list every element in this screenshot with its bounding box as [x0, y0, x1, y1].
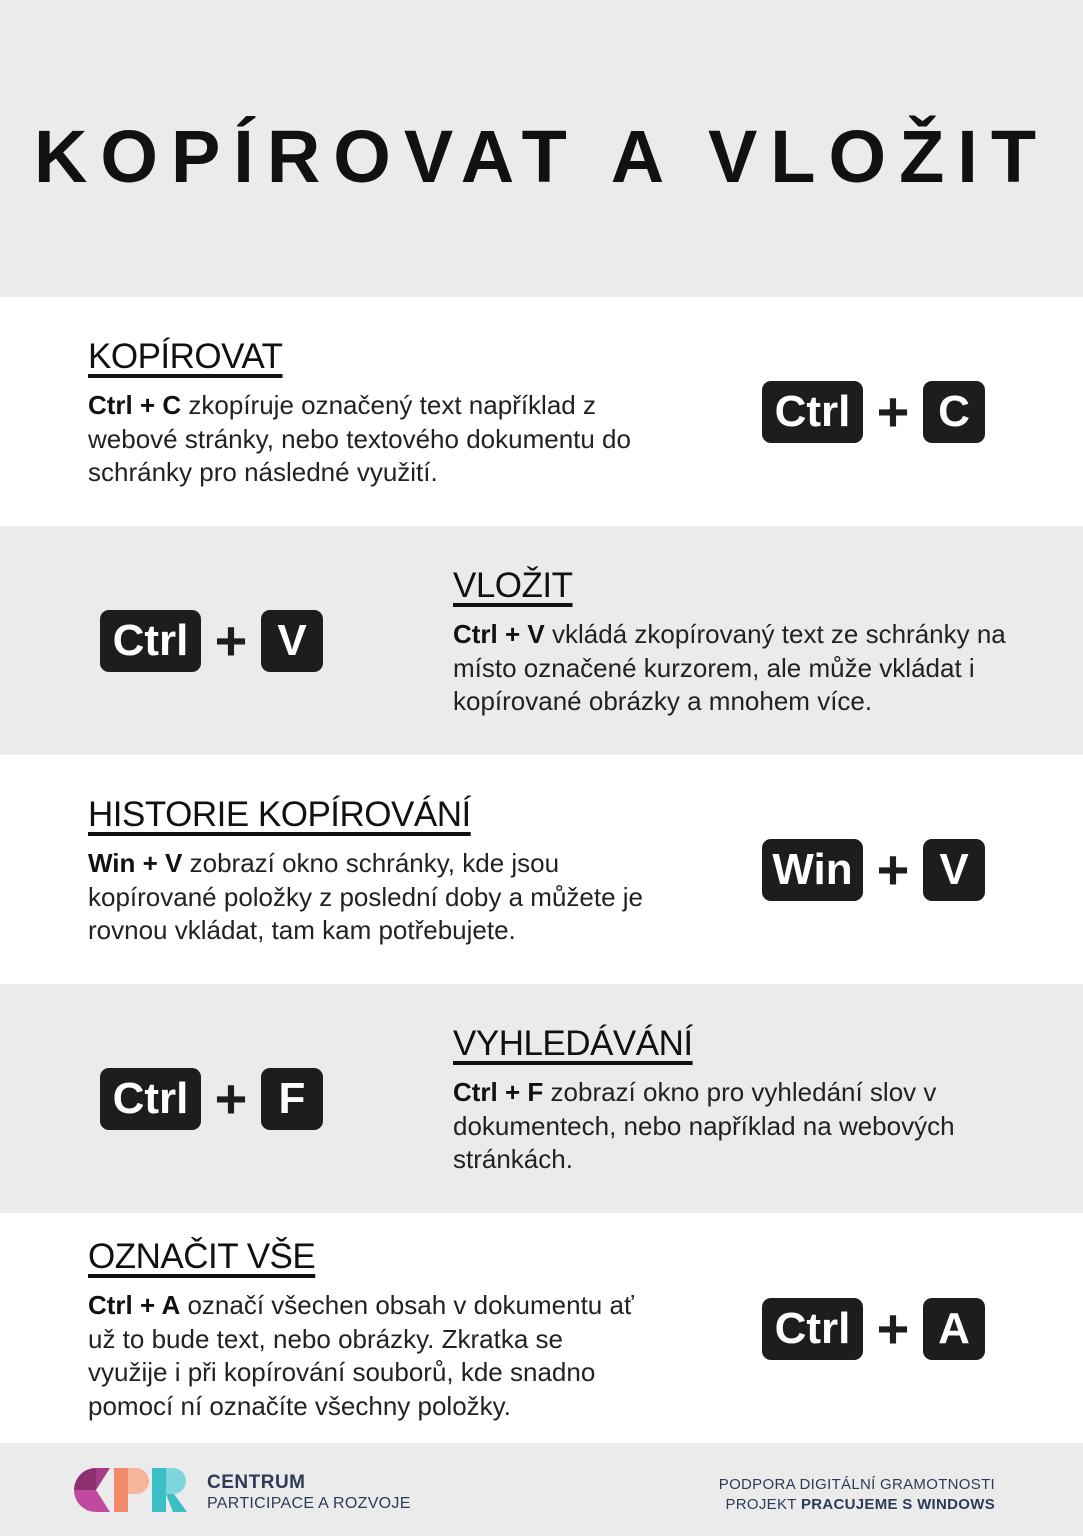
section-select-all — [0, 1213, 1083, 1443]
shortcut-label: Ctrl + A — [88, 1290, 181, 1320]
plus-sign: + — [876, 1297, 910, 1360]
logo-c-notch — [96, 1468, 110, 1490]
key-f: F — [261, 1068, 323, 1130]
section-copy — [0, 297, 1083, 526]
key-ctrl: Ctrl — [762, 1298, 863, 1360]
description-text: zobrazí okno pro vyhledání slov v dokumentech, nebo například na webových stránkách. — [453, 1077, 955, 1174]
key-c: C — [923, 381, 985, 443]
section-heading: HISTORIE KOPÍROVÁNÍ — [88, 795, 471, 834]
logo-c-top — [74, 1468, 96, 1490]
header — [0, 0, 1083, 297]
section-description — [88, 847, 658, 948]
key-ctrl: Ctrl — [100, 610, 201, 672]
section-description — [453, 1076, 998, 1177]
project-prefix: PROJEKT — [725, 1496, 801, 1513]
project-name: PRACUJEME S WINDOWS — [800, 1496, 995, 1513]
project-line2 — [725, 1496, 995, 1513]
key-combo — [762, 1298, 985, 1360]
key-combo — [100, 1068, 323, 1130]
page-title: KOPÍROVAT A VLOŽIT — [33, 115, 1050, 198]
key-v: V — [261, 610, 323, 672]
plus-sign: + — [214, 609, 248, 672]
shortcut-label: Ctrl + F — [453, 1077, 544, 1107]
key-win: Win — [762, 839, 863, 901]
section-description — [88, 389, 648, 490]
section-description — [88, 1289, 648, 1423]
section-heading: VYHLEDÁVÁNÍ — [453, 1024, 693, 1063]
logo-r-leg — [166, 1494, 187, 1512]
logo-p-stem — [114, 1468, 128, 1512]
plus-sign: + — [876, 380, 910, 443]
logo-r-stem — [152, 1468, 166, 1512]
key-ctrl: Ctrl — [100, 1068, 201, 1130]
org-name-line2: PARTICIPACE A ROZVOJE — [207, 1495, 411, 1512]
description-text: zkopíruje označený text například z webové stránky, nebo textového dokumentu do schránky pro následné využití. — [88, 390, 631, 487]
shortcut-label: Win + V — [88, 848, 183, 878]
section-paste — [0, 526, 1083, 755]
key-combo — [762, 381, 985, 443]
key-combo — [762, 839, 985, 901]
section-heading: KOPÍROVAT — [88, 337, 283, 376]
cpr-logo — [74, 1467, 188, 1513]
plus-sign: + — [876, 838, 910, 901]
shortcut-label: Ctrl + C — [88, 390, 182, 420]
description-text: zobrazí okno schránky, kde jsou kopírované položky z poslední doby a můžete je rovnou vkládat, tam kam potřebujete. — [88, 848, 644, 945]
key-ctrl: Ctrl — [762, 381, 863, 443]
section-heading: OZNAČIT VŠE — [88, 1237, 316, 1276]
section-heading: VLOŽIT — [453, 566, 573, 605]
section-search — [0, 984, 1083, 1213]
key-a: A — [923, 1298, 985, 1360]
section-description — [453, 618, 1013, 719]
project-line1: PODPORA DIGITÁLNÍ GRAMOTNOSTI — [718, 1476, 995, 1493]
description-text: vkládá zkopírovaný text ze schránky na místo označené kurzorem, ale může vkládat i kopírované obrázky a mnohem více. — [453, 619, 1006, 716]
description-text: označí všechen obsah v dokumentu ať už to bude text, nebo obrázky. Zkratka se využije i při kopírování souborů, kde snadno pomocí ní označíte všechny položky. — [88, 1290, 634, 1421]
logo-p-bowl — [128, 1468, 149, 1494]
org-name-line1: CENTRUM — [207, 1472, 306, 1493]
logo-r-bowl — [166, 1468, 186, 1494]
section-clipboard-history — [0, 755, 1083, 984]
key-v: V — [923, 839, 985, 901]
key-combo — [100, 610, 323, 672]
shortcut-label: Ctrl + V — [453, 619, 545, 649]
plus-sign: + — [214, 1067, 248, 1130]
logo-c-bottom — [74, 1490, 110, 1512]
